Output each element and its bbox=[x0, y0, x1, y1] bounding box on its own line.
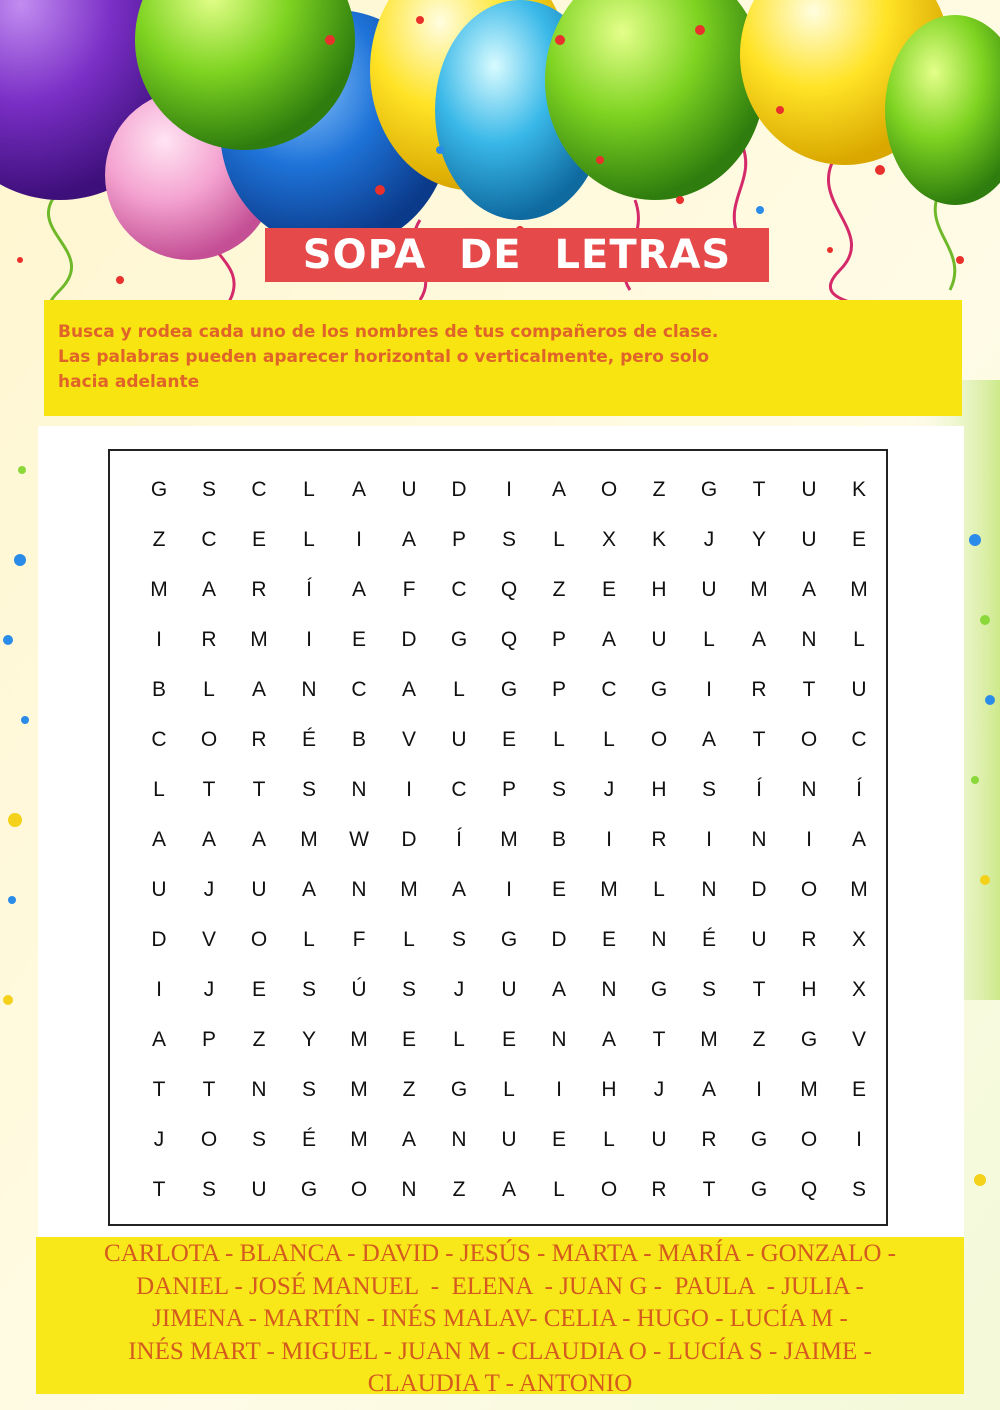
grid-letter[interactable]: A bbox=[701, 1078, 716, 1101]
grid-letter[interactable]: É bbox=[301, 1128, 316, 1151]
grid-letter[interactable]: A bbox=[351, 578, 366, 601]
grid-letter[interactable]: F bbox=[352, 928, 366, 951]
grid-letter[interactable]: N bbox=[801, 778, 817, 801]
grid-letter[interactable]: A bbox=[151, 828, 166, 851]
grid-letter[interactable]: L bbox=[303, 928, 315, 951]
grid-letter[interactable]: Z bbox=[252, 1028, 266, 1051]
grid-letter[interactable]: P bbox=[451, 528, 466, 551]
grid-letter[interactable]: A bbox=[551, 478, 566, 501]
grid-letter[interactable]: A bbox=[301, 878, 316, 901]
grid-letter[interactable]: É bbox=[301, 728, 316, 751]
grid-letter[interactable]: Í bbox=[306, 578, 312, 601]
grid-letter[interactable]: A bbox=[401, 1128, 416, 1151]
grid-letter[interactable]: G bbox=[500, 928, 518, 951]
grid-letter[interactable]: T bbox=[702, 1178, 716, 1201]
grid-letter[interactable]: S bbox=[401, 978, 416, 1001]
grid-letter[interactable]: G bbox=[700, 478, 718, 501]
grid-letter[interactable]: Y bbox=[751, 528, 766, 551]
grid-letter[interactable]: U bbox=[801, 478, 817, 501]
grid-letter[interactable]: A bbox=[251, 678, 266, 701]
grid-letter[interactable]: L bbox=[553, 728, 565, 751]
grid-letter[interactable]: M bbox=[850, 578, 868, 601]
grid-letter[interactable]: G bbox=[300, 1178, 318, 1201]
grid-letter[interactable]: S bbox=[501, 528, 516, 551]
grid-letter[interactable]: V bbox=[401, 728, 416, 751]
grid-letter[interactable]: B bbox=[551, 828, 566, 851]
grid-letter[interactable]: O bbox=[800, 1128, 818, 1151]
grid-letter[interactable]: B bbox=[151, 678, 166, 701]
grid-letter[interactable]: D bbox=[401, 628, 417, 651]
grid-letter[interactable]: G bbox=[650, 978, 668, 1001]
word-list-line: CARLOTA - BLANCA - DAVID - JESÚS - MARTA - MARÍA - GONZALO - bbox=[104, 1240, 896, 1267]
grid-letter[interactable]: U bbox=[151, 878, 167, 901]
grid-letter[interactable]: E bbox=[501, 1028, 516, 1051]
grid-letter[interactable]: U bbox=[501, 1128, 517, 1151]
grid-letter[interactable]: I bbox=[506, 878, 512, 901]
grid-letter[interactable]: L bbox=[853, 628, 865, 651]
grid-letter[interactable]: O bbox=[200, 1128, 218, 1151]
grid-letter[interactable]: G bbox=[500, 678, 518, 701]
grid-letter[interactable]: P bbox=[551, 678, 566, 701]
instructions-line: Las palabras pueden aparecer horizontal o verticalmente, pero solo bbox=[58, 347, 710, 367]
grid-letter[interactable]: Z bbox=[752, 1028, 766, 1051]
grid-row bbox=[134, 970, 884, 1010]
grid-letter[interactable]: L bbox=[403, 928, 415, 951]
grid-letter[interactable]: I bbox=[156, 628, 162, 651]
grid-letter[interactable]: J bbox=[203, 878, 215, 901]
grid-letter[interactable]: X bbox=[601, 528, 616, 551]
grid-letter[interactable]: G bbox=[150, 478, 168, 501]
word-search-grid bbox=[108, 449, 888, 1226]
grid-letter[interactable]: E bbox=[601, 928, 616, 951]
grid-letter[interactable]: R bbox=[801, 928, 817, 951]
grid-letter[interactable]: A bbox=[451, 878, 466, 901]
grid-letter[interactable]: L bbox=[303, 478, 315, 501]
grid-letter[interactable]: I bbox=[706, 828, 712, 851]
grid-letter[interactable]: P bbox=[201, 1028, 216, 1051]
grid-letter[interactable]: S bbox=[301, 778, 316, 801]
grid-letter[interactable]: L bbox=[603, 728, 615, 751]
grid-row bbox=[134, 1170, 884, 1210]
grid-letter[interactable]: A bbox=[401, 678, 416, 701]
grid-letter[interactable]: N bbox=[301, 678, 317, 701]
grid-letter[interactable]: X bbox=[851, 928, 866, 951]
grid-letter[interactable]: C bbox=[201, 528, 217, 551]
grid-letter[interactable]: S bbox=[451, 928, 466, 951]
grid-letter[interactable]: U bbox=[851, 678, 867, 701]
grid-letter[interactable]: E bbox=[251, 528, 266, 551]
grid-letter[interactable]: C bbox=[851, 728, 867, 751]
grid-letter[interactable]: M bbox=[700, 1028, 718, 1051]
grid-letter[interactable]: N bbox=[351, 778, 367, 801]
grid-letter[interactable]: Í bbox=[856, 778, 862, 801]
grid-letter[interactable]: U bbox=[501, 978, 517, 1001]
grid-letter[interactable]: L bbox=[503, 1078, 515, 1101]
grid-letter[interactable]: N bbox=[451, 1128, 467, 1151]
page-title: SOPA DE LETRAS bbox=[265, 228, 769, 282]
grid-row bbox=[134, 770, 884, 810]
grid-letter[interactable]: É bbox=[701, 928, 716, 951]
grid-letter[interactable]: V bbox=[851, 1028, 866, 1051]
grid-letter[interactable]: P bbox=[501, 778, 516, 801]
instructions-box bbox=[44, 300, 962, 416]
grid-letter[interactable]: O bbox=[600, 1178, 618, 1201]
grid-row bbox=[134, 620, 884, 660]
grid-letter[interactable]: A bbox=[151, 1028, 166, 1051]
grid-letter[interactable]: U bbox=[651, 1128, 667, 1151]
grid-letter[interactable]: U bbox=[751, 928, 767, 951]
grid-letter[interactable]: S bbox=[251, 1128, 266, 1151]
grid-letter[interactable]: O bbox=[650, 728, 668, 751]
grid-letter[interactable]: Z bbox=[552, 578, 566, 601]
word-list-line: INÉS MART - MIGUEL - JUAN M - CLAUDIA O - LUCÍA S - JAIME - bbox=[128, 1337, 872, 1365]
grid-letter[interactable]: S bbox=[701, 978, 716, 1001]
grid-letter[interactable]: R bbox=[251, 578, 267, 601]
grid-letter[interactable]: D bbox=[751, 878, 767, 901]
grid-letter[interactable]: J bbox=[703, 528, 715, 551]
grid-letter[interactable]: R bbox=[251, 728, 267, 751]
grid-letter[interactable]: O bbox=[200, 728, 218, 751]
grid-letter[interactable]: L bbox=[603, 1128, 615, 1151]
grid-letter[interactable]: I bbox=[156, 978, 162, 1001]
grid-letter[interactable]: Q bbox=[800, 1178, 818, 1201]
grid-letter[interactable]: Y bbox=[301, 1028, 316, 1051]
grid-letter[interactable]: A bbox=[201, 578, 216, 601]
grid-letter[interactable]: T bbox=[802, 678, 816, 701]
grid-letter[interactable]: I bbox=[556, 1078, 562, 1101]
grid-letter[interactable]: E bbox=[851, 528, 866, 551]
grid-letter[interactable]: M bbox=[500, 828, 518, 851]
grid-letter[interactable]: K bbox=[651, 528, 666, 551]
grid-letter[interactable]: M bbox=[250, 628, 268, 651]
grid-letter[interactable]: H bbox=[651, 578, 667, 601]
grid-letter[interactable]: Q bbox=[500, 578, 518, 601]
grid-letter[interactable]: M bbox=[400, 878, 418, 901]
grid-letter[interactable]: E bbox=[251, 978, 266, 1001]
grid-letter[interactable]: A bbox=[401, 528, 416, 551]
grid-letter[interactable]: S bbox=[201, 1178, 216, 1201]
grid-letter[interactable]: I bbox=[506, 478, 512, 501]
grid-row bbox=[134, 870, 884, 910]
grid-letter[interactable]: G bbox=[650, 678, 668, 701]
grid-letter[interactable]: M bbox=[600, 878, 618, 901]
grid-row bbox=[134, 470, 884, 510]
grid-letter[interactable]: S bbox=[301, 978, 316, 1001]
grid-letter[interactable]: A bbox=[501, 1178, 516, 1201]
grid-letter[interactable]: A bbox=[551, 978, 566, 1001]
grid-letter[interactable]: Z bbox=[152, 528, 166, 551]
grid-letter[interactable]: J bbox=[203, 978, 215, 1001]
grid-letter[interactable]: D bbox=[151, 928, 167, 951]
grid-letter[interactable]: A bbox=[201, 828, 216, 851]
grid-letter[interactable]: Z bbox=[452, 1178, 466, 1201]
grid-letter[interactable]: O bbox=[800, 878, 818, 901]
word-list-line: CLAUDIA T - ANTONIO bbox=[367, 1370, 633, 1397]
grid-letter[interactable]: F bbox=[402, 578, 416, 601]
grid-letter[interactable]: A bbox=[601, 1028, 616, 1051]
grid-letter[interactable]: W bbox=[349, 828, 369, 851]
grid-letter[interactable]: S bbox=[551, 778, 566, 801]
grid-letter[interactable]: N bbox=[751, 828, 767, 851]
grid-letter[interactable]: L bbox=[553, 528, 565, 551]
grid-letter[interactable]: B bbox=[351, 728, 366, 751]
grid-letter[interactable]: O bbox=[250, 928, 268, 951]
grid-letter[interactable]: R bbox=[751, 678, 767, 701]
grid-row bbox=[134, 920, 884, 960]
grid-letter[interactable]: T bbox=[752, 978, 766, 1001]
grid-letter[interactable]: U bbox=[701, 578, 717, 601]
grid-letter[interactable]: M bbox=[150, 578, 168, 601]
grid-letter[interactable]: M bbox=[850, 878, 868, 901]
grid-letter[interactable]: I bbox=[806, 828, 812, 851]
grid-letter[interactable]: N bbox=[551, 1028, 567, 1051]
grid-letter[interactable]: G bbox=[750, 1178, 768, 1201]
grid-letter[interactable]: T bbox=[652, 1028, 666, 1051]
grid-letter[interactable]: A bbox=[751, 628, 766, 651]
instructions-line: Busca y rodea cada uno de los nombres de tus compañeros de clase. bbox=[58, 322, 719, 342]
grid-letter[interactable]: L bbox=[303, 528, 315, 551]
grid-letter[interactable]: U bbox=[451, 728, 467, 751]
grid-letter[interactable]: E bbox=[551, 1128, 566, 1151]
grid-letter[interactable]: E bbox=[501, 728, 516, 751]
grid-letter[interactable]: Z bbox=[652, 478, 666, 501]
grid-letter[interactable]: J bbox=[153, 1128, 165, 1151]
grid-letter[interactable]: E bbox=[401, 1028, 416, 1051]
grid-letter[interactable]: T bbox=[752, 478, 766, 501]
grid-letter[interactable]: Ú bbox=[351, 978, 367, 1001]
grid-row bbox=[134, 1120, 884, 1160]
word-list-line: DANIEL - JOSÉ MANUEL - ELENA - JUAN G - PAULA - JULIA - bbox=[136, 1272, 864, 1300]
grid-letter[interactable]: D bbox=[551, 928, 567, 951]
grid-letter[interactable]: I bbox=[406, 778, 412, 801]
grid-row bbox=[134, 520, 884, 560]
grid-letter[interactable]: T bbox=[152, 1178, 166, 1201]
grid-letter[interactable]: L bbox=[203, 678, 215, 701]
grid-letter[interactable]: A bbox=[801, 578, 816, 601]
grid-letter[interactable]: J bbox=[453, 978, 465, 1001]
grid-row bbox=[134, 1070, 884, 1110]
grid-letter[interactable]: I bbox=[306, 628, 312, 651]
grid-letter[interactable]: M bbox=[300, 828, 318, 851]
grid-letter[interactable]: M bbox=[350, 1078, 368, 1101]
grid-letter[interactable]: Í bbox=[756, 778, 762, 801]
grid-letter[interactable]: S bbox=[201, 478, 216, 501]
grid-letter[interactable]: N bbox=[701, 878, 717, 901]
grid-letter[interactable]: G bbox=[450, 628, 468, 651]
grid-letter[interactable]: H bbox=[801, 978, 817, 1001]
grid-letter[interactable]: S bbox=[301, 1078, 316, 1101]
grid-letter[interactable]: E bbox=[601, 578, 616, 601]
grid-letter[interactable]: U bbox=[651, 628, 667, 651]
grid-letter[interactable]: M bbox=[350, 1028, 368, 1051]
grid-letter[interactable]: C bbox=[451, 778, 467, 801]
grid-letter[interactable]: U bbox=[401, 478, 417, 501]
grid-letter[interactable]: S bbox=[701, 778, 716, 801]
grid-letter[interactable]: U bbox=[801, 528, 817, 551]
grid-letter[interactable]: A bbox=[601, 628, 616, 651]
grid-letter[interactable]: T bbox=[202, 1078, 216, 1101]
grid-letter[interactable]: D bbox=[451, 478, 467, 501]
grid-letter[interactable]: L bbox=[653, 878, 665, 901]
grid-letter[interactable]: L bbox=[453, 678, 465, 701]
grid-letter[interactable]: R bbox=[651, 1178, 667, 1201]
grid-letter[interactable]: L bbox=[553, 1178, 565, 1201]
grid-letter[interactable]: V bbox=[201, 928, 216, 951]
grid-letter[interactable]: U bbox=[251, 878, 267, 901]
grid-letter[interactable]: C bbox=[601, 678, 617, 701]
grid-letter[interactable]: E bbox=[551, 878, 566, 901]
grid-row bbox=[134, 1020, 884, 1060]
grid-letter[interactable]: L bbox=[453, 1028, 465, 1051]
grid-letter[interactable]: A bbox=[851, 828, 866, 851]
grid-letter[interactable]: N bbox=[251, 1078, 267, 1101]
grid-letter[interactable]: J bbox=[603, 778, 615, 801]
grid-letter[interactable]: R bbox=[201, 628, 217, 651]
grid-letter[interactable]: U bbox=[251, 1178, 267, 1201]
grid-row bbox=[134, 570, 884, 610]
grid-letter[interactable]: C bbox=[251, 478, 267, 501]
grid-letter[interactable]: G bbox=[450, 1078, 468, 1101]
word-list-line: JIMENA - MARTÍN - INÉS MALAV- CELIA - HUGO - LUCÍA M - bbox=[152, 1305, 848, 1332]
grid-letter[interactable]: T bbox=[152, 1078, 166, 1101]
grid-letter[interactable]: N bbox=[651, 928, 667, 951]
grid-letter[interactable]: D bbox=[401, 828, 417, 851]
grid-letter[interactable]: A bbox=[351, 478, 366, 501]
grid-letter[interactable]: M bbox=[750, 578, 768, 601]
grid-letter[interactable]: O bbox=[350, 1178, 368, 1201]
grid-letter[interactable]: R bbox=[651, 828, 667, 851]
grid-letter[interactable]: I bbox=[606, 828, 612, 851]
grid-letter[interactable]: C bbox=[451, 578, 467, 601]
grid-letter[interactable]: J bbox=[653, 1078, 665, 1101]
grid-letter[interactable]: Z bbox=[402, 1078, 416, 1101]
grid-letter[interactable]: P bbox=[551, 628, 566, 651]
grid-row bbox=[134, 720, 884, 760]
grid-letter[interactable]: N bbox=[401, 1178, 417, 1201]
grid-letter[interactable]: H bbox=[601, 1078, 617, 1101]
grid-letter[interactable]: A bbox=[701, 728, 716, 751]
grid-letter[interactable]: L bbox=[703, 628, 715, 651]
grid-letter[interactable]: N bbox=[601, 978, 617, 1001]
grid-letter[interactable]: N bbox=[351, 878, 367, 901]
grid-letter[interactable]: G bbox=[750, 1128, 768, 1151]
grid-letter[interactable]: N bbox=[801, 628, 817, 651]
grid-letter[interactable]: C bbox=[151, 728, 167, 751]
grid-letter[interactable]: T bbox=[252, 778, 266, 801]
grid-letter[interactable]: A bbox=[251, 828, 266, 851]
grid-letter[interactable]: O bbox=[600, 478, 618, 501]
grid-letter[interactable]: M bbox=[800, 1078, 818, 1101]
grid-letter[interactable]: H bbox=[651, 778, 667, 801]
grid-row bbox=[134, 670, 884, 710]
grid-letter[interactable]: E bbox=[351, 628, 366, 651]
grid-letter[interactable]: L bbox=[153, 778, 165, 801]
grid-letter[interactable]: I bbox=[856, 1128, 862, 1151]
grid-letter[interactable]: O bbox=[800, 728, 818, 751]
grid-letter[interactable]: T bbox=[752, 728, 766, 751]
grid-letter[interactable]: G bbox=[800, 1028, 818, 1051]
grid-letter[interactable]: R bbox=[701, 1128, 717, 1151]
grid-letter[interactable]: I bbox=[356, 528, 362, 551]
grid-letter[interactable]: M bbox=[350, 1128, 368, 1151]
grid-letter[interactable]: K bbox=[851, 478, 866, 501]
grid-letter[interactable]: C bbox=[351, 678, 367, 701]
grid-letter[interactable]: Í bbox=[456, 828, 462, 851]
grid-letter[interactable]: E bbox=[851, 1078, 866, 1101]
grid-letter[interactable]: I bbox=[706, 678, 712, 701]
grid-row bbox=[134, 820, 884, 860]
word-list bbox=[36, 1237, 964, 1397]
grid-letter[interactable]: S bbox=[851, 1178, 866, 1201]
instructions-line: hacia adelante bbox=[58, 372, 200, 392]
grid-letter[interactable]: X bbox=[851, 978, 866, 1001]
grid-letter[interactable]: T bbox=[202, 778, 216, 801]
grid-letter[interactable]: Q bbox=[500, 628, 518, 651]
grid-letter[interactable]: I bbox=[756, 1078, 762, 1101]
